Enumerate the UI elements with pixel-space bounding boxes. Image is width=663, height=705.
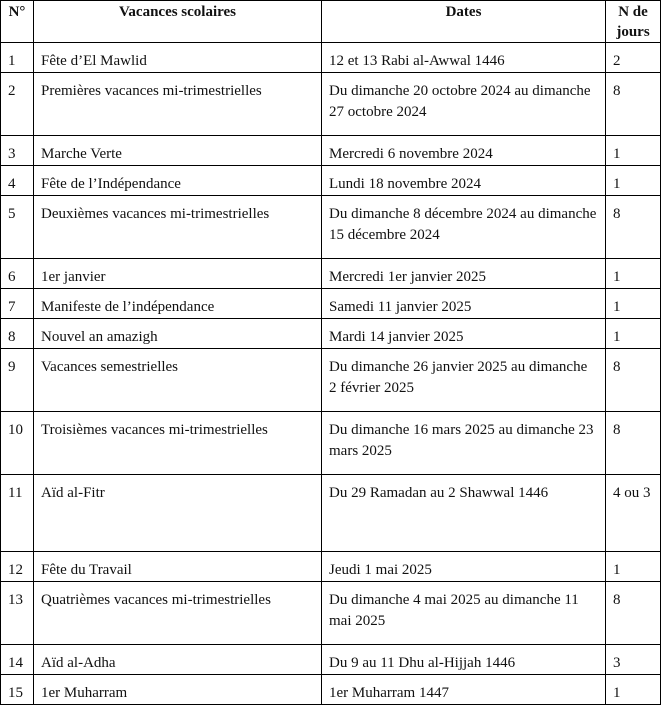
row-number: 9 [1,349,34,412]
table-header-row [1,1,661,43]
holiday-name: Fête de l’Indépendance [34,166,322,196]
table-row [1,349,661,412]
holiday-name: Aïd al-Fitr [34,475,322,552]
row-number: 15 [1,675,34,705]
row-number: 2 [1,73,34,136]
holiday-name: Quatrièmes vacances mi-trimestrielles [34,582,322,645]
holiday-name: Troisièmes vacances mi-trimestrielles [34,412,322,475]
row-number: 13 [1,582,34,645]
header-holiday-name: Vacances scolaires [34,1,322,43]
holiday-dates: Du dimanche 4 mai 2025 au dimanche 11 mai 2025 [322,582,606,645]
table-row [1,289,661,319]
holiday-name: Deuxièmes vacances mi-trimestrielles [34,196,322,259]
table-row [1,552,661,582]
row-number: 14 [1,645,34,675]
holiday-dates: Lundi 18 novembre 2024 [322,166,606,196]
day-count: 1 [606,289,661,319]
holiday-name: 1er Muharram [34,675,322,705]
holiday-name: Aïd al-Adha [34,645,322,675]
day-count: 1 [606,259,661,289]
header-number: N° [1,1,34,43]
day-count: 8 [606,349,661,412]
holiday-dates: Jeudi 1 mai 2025 [322,552,606,582]
row-number: 12 [1,552,34,582]
holiday-dates: Mercredi 6 novembre 2024 [322,136,606,166]
day-count: 1 [606,552,661,582]
table-row [1,43,661,73]
holiday-dates: Du dimanche 8 décembre 2024 au dimanche 15 décembre 2024 [322,196,606,259]
day-count: 8 [606,73,661,136]
day-count: 1 [606,675,661,705]
row-number: 6 [1,259,34,289]
row-number: 8 [1,319,34,349]
holiday-dates: Mercredi 1er janvier 2025 [322,259,606,289]
holiday-name: Nouvel an amazigh [34,319,322,349]
holiday-name: 1er janvier [34,259,322,289]
table-row [1,475,661,552]
table-row [1,259,661,289]
row-number: 10 [1,412,34,475]
holiday-dates: Du 9 au 11 Dhu al-Hijjah 1446 [322,645,606,675]
row-number: 4 [1,166,34,196]
holiday-dates: 12 et 13 Rabi al-Awwal 1446 [322,43,606,73]
day-count: 8 [606,196,661,259]
row-number: 1 [1,43,34,73]
table-row [1,645,661,675]
header-dates: Dates [322,1,606,43]
table-row [1,319,661,349]
day-count: 8 [606,412,661,475]
table-row [1,196,661,259]
holiday-dates: 1er Muharram 1447 [322,675,606,705]
day-count: 4 ou 3 [606,475,661,552]
holiday-dates: Du dimanche 20 octobre 2024 au dimanche 27 octobre 2024 [322,73,606,136]
day-count: 1 [606,136,661,166]
holiday-name: Fête du Travail [34,552,322,582]
row-number: 3 [1,136,34,166]
holiday-name: Vacances semestrielles [34,349,322,412]
day-count: 3 [606,645,661,675]
table-row [1,412,661,475]
header-day-count: N de jours [606,1,661,43]
holiday-name: Marche Verte [34,136,322,166]
holiday-dates: Mardi 14 janvier 2025 [322,319,606,349]
holiday-name: Manifeste de l’indépendance [34,289,322,319]
day-count: 2 [606,43,661,73]
day-count: 1 [606,166,661,196]
row-number: 5 [1,196,34,259]
holiday-dates: Du dimanche 16 mars 2025 au dimanche 23 mars 2025 [322,412,606,475]
table-row [1,166,661,196]
day-count: 8 [606,582,661,645]
day-count: 1 [606,319,661,349]
holiday-dates: Du dimanche 26 janvier 2025 au dimanche 2 février 2025 [322,349,606,412]
table-row [1,73,661,136]
table-row [1,675,661,705]
table-row [1,582,661,645]
holiday-name: Premières vacances mi-trimestrielles [34,73,322,136]
row-number: 11 [1,475,34,552]
holiday-name: Fête d’El Mawlid [34,43,322,73]
row-number: 7 [1,289,34,319]
holiday-dates: Samedi 11 janvier 2025 [322,289,606,319]
holiday-dates: Du 29 Ramadan au 2 Shawwal 1446 [322,475,606,552]
table-row [1,136,661,166]
